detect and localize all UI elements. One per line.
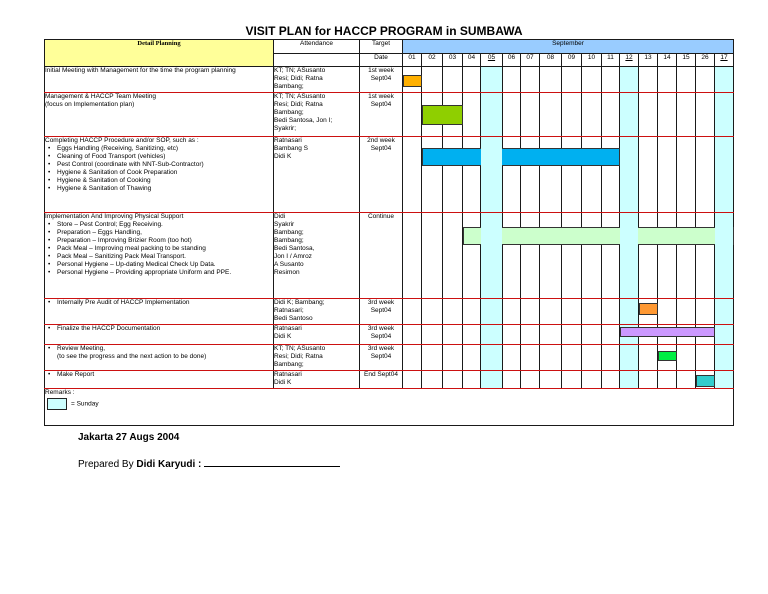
text-line: Resi; Didi; Ratna (274, 353, 323, 360)
text-line: Didi (274, 213, 286, 220)
activity-items (45, 325, 273, 333)
day-cell (422, 213, 443, 299)
day-cell (602, 345, 620, 371)
day-cell (582, 137, 602, 213)
plan-row (45, 345, 734, 371)
day-cell (715, 93, 734, 137)
day-cell (481, 299, 503, 325)
text-line: Didi K (274, 153, 292, 160)
day-cell (481, 371, 503, 389)
day-cell (422, 137, 443, 213)
activity-item: • Pest Control (coordinate with NNT-Sub-Contractor) (45, 161, 273, 169)
target-cell (360, 325, 403, 345)
day-cell (403, 67, 422, 93)
day-cell (403, 325, 422, 345)
target-cell (360, 299, 403, 325)
prepared-by (78, 456, 340, 470)
activity-item: • Finalize the HACCP Documentation (45, 325, 273, 333)
day-cell (562, 137, 582, 213)
day-header: 11 (602, 54, 620, 67)
day-cell (443, 345, 463, 371)
text-line: 1st week (368, 93, 394, 100)
day-header: 12 (620, 54, 639, 67)
attendance-cell (274, 345, 360, 371)
day-header: 26 (696, 54, 715, 67)
day-cell (562, 299, 582, 325)
text-line: End Sept04 (364, 371, 398, 378)
day-cell (540, 371, 562, 389)
text-line: Bambang; (274, 83, 304, 90)
attendance-cell (274, 299, 360, 325)
day-cell (677, 67, 696, 93)
day-cell (715, 325, 734, 345)
text-line: 3rd week (367, 345, 395, 352)
day-cell (639, 67, 658, 93)
day-cell (463, 213, 481, 299)
text-line: Bedi Santosa, (274, 245, 315, 252)
day-cell (463, 325, 481, 345)
day-cell (582, 213, 602, 299)
detail-cell (45, 137, 274, 213)
text-line: Sept04 (370, 145, 392, 152)
signature-line (204, 456, 340, 467)
day-cell (658, 93, 677, 137)
day-cell (696, 345, 715, 371)
day-cell (562, 67, 582, 93)
day-cell (562, 345, 582, 371)
text-line: Bambang; (274, 229, 304, 236)
text-line: Continue (367, 213, 395, 220)
day-cell (582, 325, 602, 345)
day-header: 01 (403, 54, 422, 67)
activity-item: • Hygiene & Sanitation of Cooking (45, 177, 273, 185)
day-cell (443, 371, 463, 389)
day-cell (658, 137, 677, 213)
text-line: KT; TN; ASusanto (274, 93, 326, 100)
text-line: Resi; Didi; Ratna (274, 101, 323, 108)
day-cell (403, 213, 422, 299)
day-cell (602, 67, 620, 93)
day-cell (582, 67, 602, 93)
gantt-bar (658, 351, 677, 361)
detail-cell (45, 67, 274, 93)
attendance-cell (274, 325, 360, 345)
activity-item: • Review Meeting, (45, 345, 273, 353)
header-attendance: Attendance (274, 40, 360, 54)
day-cell (602, 213, 620, 299)
day-cell (503, 67, 521, 93)
day-cell (696, 137, 715, 213)
day-cell (481, 137, 503, 213)
day-cell (715, 67, 734, 93)
day-cell (620, 371, 639, 389)
day-cell (715, 299, 734, 325)
day-cell (481, 345, 503, 371)
activity-title: Initial Meeting with Management for the time the program planning (45, 67, 236, 74)
text-line: Bedi Santoso (274, 315, 313, 322)
day-cell (403, 371, 422, 389)
text-line: 3rd week (367, 299, 395, 306)
target-cell (360, 213, 403, 299)
day-cell (481, 213, 503, 299)
plan-row (45, 137, 734, 213)
text-line: A Susanto (274, 261, 304, 268)
day-cell (562, 371, 582, 389)
text-line: Resi; Didi; Ratna (274, 75, 323, 82)
day-cell (422, 299, 443, 325)
day-cell (696, 213, 715, 299)
day-cell (443, 325, 463, 345)
day-cell (521, 325, 540, 345)
detail-cell (45, 371, 274, 389)
day-cell (658, 325, 677, 345)
day-cell (422, 67, 443, 93)
activity-item: • Pack Meal – Improving meal packing to be standing (45, 245, 273, 253)
day-cell (422, 345, 443, 371)
attendance-cell (274, 213, 360, 299)
day-cell (463, 299, 481, 325)
sunday-legend-swatch (47, 398, 67, 410)
header-target: Target (360, 40, 403, 54)
day-cell (582, 371, 602, 389)
day-cell (463, 345, 481, 371)
text-line: Sept04 (370, 353, 392, 360)
attendance-cell (274, 93, 360, 137)
day-cell (503, 213, 521, 299)
day-cell (677, 345, 696, 371)
day-header: 03 (443, 54, 463, 67)
detail-cell (45, 299, 274, 325)
day-header: 04 (463, 54, 481, 67)
day-cell (503, 325, 521, 345)
day-cell (562, 213, 582, 299)
day-cell (403, 299, 422, 325)
text-line: Syakrir (274, 221, 295, 228)
day-cell (696, 299, 715, 325)
day-cell (443, 137, 463, 213)
day-cell (521, 67, 540, 93)
day-cell (582, 345, 602, 371)
day-cell (463, 371, 481, 389)
text-line: Sept04 (370, 307, 392, 314)
day-cell (677, 371, 696, 389)
legend (45, 398, 733, 410)
target-cell (360, 137, 403, 213)
day-cell (503, 93, 521, 137)
day-cell (521, 371, 540, 389)
target-cell (360, 67, 403, 93)
day-cell (540, 299, 562, 325)
text-line: KT; TN; ASusanto (274, 345, 326, 352)
day-cell (620, 213, 639, 299)
text-line: Didi K (274, 379, 292, 386)
day-cell (540, 345, 562, 371)
activity-item: • Preparation – Improving Brizier Room (too hot) (45, 237, 273, 245)
day-cell (540, 213, 562, 299)
day-cell (677, 325, 696, 345)
activity-title: Implementation And Improving Physical Support (45, 213, 184, 220)
activity-item: • Personal Hygiene – Up-dating Medical Check Up Data. (45, 261, 273, 269)
day-cell (677, 93, 696, 137)
header-attendance-blank (274, 54, 360, 67)
plan-row (45, 325, 734, 345)
activity-items (45, 345, 273, 353)
day-cell (582, 93, 602, 137)
detail-cell (45, 325, 274, 345)
attendance-cell (274, 67, 360, 93)
day-cell (639, 371, 658, 389)
document-title: VISIT PLAN for HACCP PROGRAM in SUMBAWA (245, 24, 523, 38)
text-line: Sept04 (370, 333, 392, 340)
gantt-bar (696, 375, 715, 387)
day-cell (403, 345, 422, 371)
activity-item: • Cleaning of Food Transport (vehicles) (45, 153, 273, 161)
day-cell (443, 299, 463, 325)
day-cell (658, 345, 677, 371)
remarks-cell (45, 389, 734, 426)
text-line: 3rd week (367, 325, 395, 332)
day-cell (620, 325, 639, 345)
day-cell (677, 299, 696, 325)
activity-item: • Pack Meal – Sanitizing Pack Meal Transport. (45, 253, 273, 261)
text-line: Bambang; (274, 109, 304, 116)
day-cell (620, 345, 639, 371)
day-cell (503, 137, 521, 213)
activity-item: • Preparation – Eggs Handling, (45, 229, 273, 237)
header-detail-planning: Detail Planning (45, 40, 274, 67)
text-line: Syakrir; (274, 125, 297, 132)
day-cell (602, 93, 620, 137)
day-cell (540, 93, 562, 137)
day-cell (422, 371, 443, 389)
day-cell (463, 67, 481, 93)
day-cell (658, 299, 677, 325)
day-cell (639, 325, 658, 345)
activity-items (45, 299, 273, 307)
day-cell (658, 371, 677, 389)
day-cell (602, 299, 620, 325)
day-cell (503, 371, 521, 389)
day-cell (481, 93, 503, 137)
day-cell (715, 345, 734, 371)
text-line: Ratnasari (274, 137, 302, 144)
day-cell (540, 137, 562, 213)
day-cell (562, 325, 582, 345)
day-cell (658, 67, 677, 93)
target-cell (360, 345, 403, 371)
day-cell (521, 213, 540, 299)
day-cell (562, 93, 582, 137)
day-header: 07 (521, 54, 540, 67)
day-cell (620, 299, 639, 325)
day-cell (715, 371, 734, 389)
text-line: Sept04 (370, 75, 392, 82)
prepared-by-name: Didi Karyudi : (136, 459, 202, 470)
plan-row (45, 67, 734, 93)
day-cell (503, 345, 521, 371)
remarks-row (45, 389, 734, 426)
header-date: Date (360, 54, 403, 67)
day-cell (521, 299, 540, 325)
day-cell (521, 93, 540, 137)
day-cell (602, 325, 620, 345)
header-month: September (403, 40, 734, 54)
activity-note: (focus on Implementation plan) (45, 101, 135, 108)
text-line: Didi K; Bambang; (274, 299, 325, 306)
day-cell (422, 325, 443, 345)
activity-item: • Hygiene & Sanitation of Cook Preparation (45, 169, 273, 177)
text-line: Ratnasari; (274, 307, 304, 314)
day-cell (620, 67, 639, 93)
activity-item: • Hygiene & Sanitation of Thawing (45, 185, 273, 193)
text-line: Bambang; (274, 237, 304, 244)
day-header: 08 (540, 54, 562, 67)
prepared-by-label: Prepared By (78, 459, 134, 470)
day-cell (639, 213, 658, 299)
day-cell (481, 325, 503, 345)
text-line: Bambang; (274, 361, 304, 368)
gantt-bar (403, 75, 422, 87)
day-header: 17 (715, 54, 734, 67)
plan-row (45, 371, 734, 389)
day-cell (639, 299, 658, 325)
text-line: Resimon (274, 269, 300, 276)
day-cell (677, 137, 696, 213)
day-cell (696, 325, 715, 345)
day-cell (602, 371, 620, 389)
day-cell (422, 93, 443, 137)
day-cell (696, 93, 715, 137)
day-cell (715, 137, 734, 213)
day-cell (521, 345, 540, 371)
activity-items (45, 371, 273, 379)
text-line: Ratnasari (274, 325, 302, 332)
remarks-label: Remarks : (45, 389, 75, 396)
detail-cell (45, 93, 274, 137)
target-cell (360, 371, 403, 389)
day-cell (696, 67, 715, 93)
detail-cell (45, 213, 274, 299)
text-line: KT; TN; ASusanto (274, 67, 326, 74)
place-date: Jakarta 27 Augs 2004 (78, 432, 180, 443)
day-cell (620, 137, 639, 213)
activity-title: Completing HACCP Procedure and/or SOP, such as : (45, 137, 199, 144)
day-header: 13 (639, 54, 658, 67)
day-cell (658, 213, 677, 299)
attendance-cell (274, 137, 360, 213)
day-header: 05 (481, 54, 503, 67)
activity-item: • Personal Hygiene – Providing appropriate Uniform and PPE. (45, 269, 273, 277)
activity-item: • Internally Pre Audit of HACCP Implementation (45, 299, 273, 307)
text-line: Ratnasari (274, 371, 302, 378)
detail-cell (45, 345, 274, 371)
text-line: 1st week (368, 67, 394, 74)
attendance-cell (274, 371, 360, 389)
day-cell (540, 325, 562, 345)
text-line: Sept04 (370, 101, 392, 108)
target-cell (360, 93, 403, 137)
activity-item: • Eggs Handling (Receiving, Sanitizing, etc) (45, 145, 273, 153)
activity-items (45, 145, 273, 193)
day-cell (443, 67, 463, 93)
text-line: Didi K (274, 333, 292, 340)
day-cell (403, 93, 422, 137)
day-cell (540, 67, 562, 93)
day-header: 15 (677, 54, 696, 67)
day-cell (503, 299, 521, 325)
text-line: Bedi Santosa, Jon I; (274, 117, 333, 124)
day-cell (620, 93, 639, 137)
legend-label: = Sunday (71, 400, 99, 408)
plan-row (45, 93, 734, 137)
day-header: 10 (582, 54, 602, 67)
day-header: 06 (503, 54, 521, 67)
day-cell (677, 213, 696, 299)
day-cell (715, 213, 734, 299)
plan-row (45, 299, 734, 325)
day-cell (639, 345, 658, 371)
activity-item: • Store – Pest Control; Egg Receiving. (45, 221, 273, 229)
day-cell (639, 93, 658, 137)
text-line: Jon I / Amroz (274, 253, 312, 260)
text-line: 2nd week (367, 137, 395, 144)
text-line: Bambang S (274, 145, 308, 152)
activity-items (45, 221, 273, 277)
day-cell (602, 137, 620, 213)
activity-item: • Make Report (45, 371, 273, 379)
day-cell (443, 93, 463, 137)
visit-plan-table (44, 39, 734, 426)
day-cell (521, 137, 540, 213)
activity-title: Management & HACCP Team Meeting (45, 93, 157, 100)
day-header: 09 (562, 54, 582, 67)
day-cell (696, 371, 715, 389)
day-cell (463, 93, 481, 137)
activity-note: (to see the progress and the next action to be done) (57, 353, 207, 360)
plan-row (45, 213, 734, 299)
day-cell (639, 137, 658, 213)
day-cell (403, 137, 422, 213)
day-header: 14 (658, 54, 677, 67)
day-cell (463, 137, 481, 213)
day-cell (481, 67, 503, 93)
day-cell (443, 213, 463, 299)
day-cell (582, 299, 602, 325)
gantt-bar (639, 303, 658, 315)
day-header: 02 (422, 54, 443, 67)
